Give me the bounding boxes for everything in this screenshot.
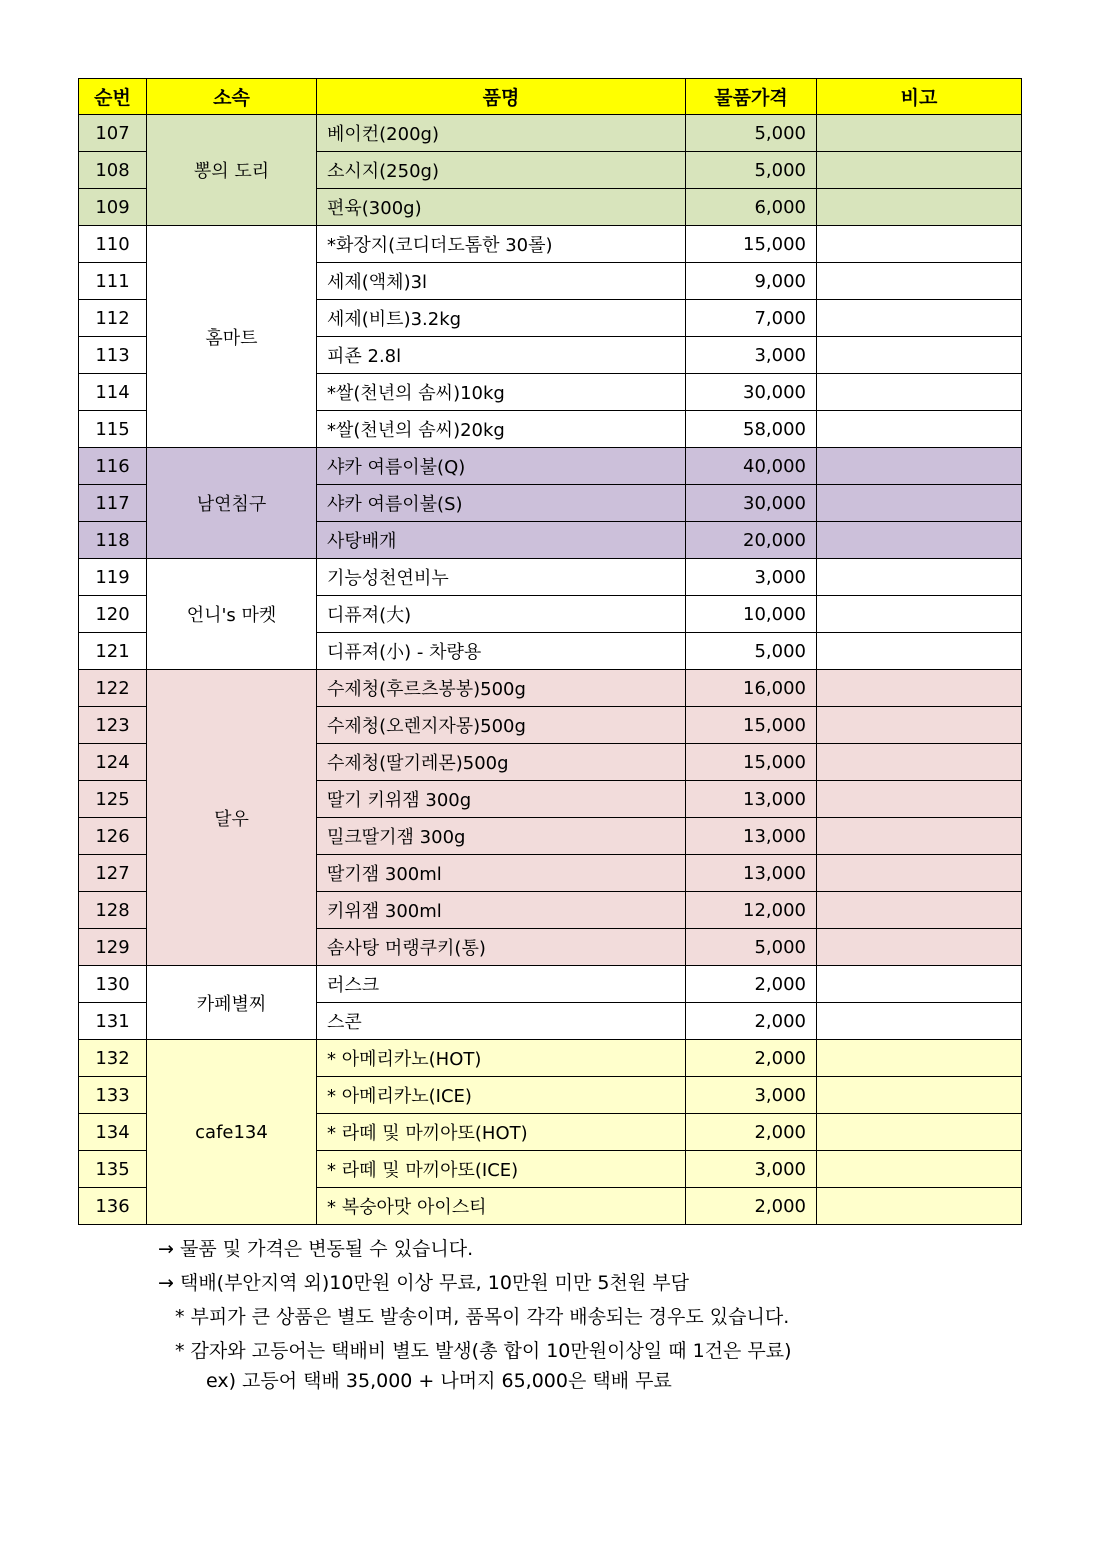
item-price: 5,000: [686, 633, 817, 670]
item-price: 13,000: [686, 781, 817, 818]
item-price: 2,000: [686, 1040, 817, 1077]
row-number: 131: [79, 1003, 147, 1040]
price-table: [78, 78, 1022, 1225]
row-number: 111: [79, 263, 147, 300]
item-remark: [817, 633, 1022, 670]
item-price: 15,000: [686, 226, 817, 263]
item-price: 13,000: [686, 855, 817, 892]
item-remark: [817, 781, 1022, 818]
row-number: 129: [79, 929, 147, 966]
item-remark: [817, 707, 1022, 744]
item-price: 30,000: [686, 374, 817, 411]
item-remark: [817, 1077, 1022, 1114]
item-name: 피죤 2.8l: [317, 337, 686, 374]
item-remark: [817, 1188, 1022, 1225]
item-name: *쌀(천년의 솜씨)20kg: [317, 411, 686, 448]
item-price: 5,000: [686, 152, 817, 189]
item-name: 키위잼 300ml: [317, 892, 686, 929]
row-number: 118: [79, 522, 147, 559]
item-name: 소시지(250g): [317, 152, 686, 189]
item-name: 러스크: [317, 966, 686, 1003]
header-row: [79, 79, 1022, 115]
item-name: 솜사탕 머랭쿠키(통): [317, 929, 686, 966]
row-number: 117: [79, 485, 147, 522]
item-price: 3,000: [686, 337, 817, 374]
table-row: [79, 448, 1022, 485]
item-name: * 아메리카노(HOT): [317, 1040, 686, 1077]
vendor-name: 달우: [147, 670, 317, 966]
table-row: [79, 115, 1022, 152]
item-name: 베이컨(200g): [317, 115, 686, 152]
item-name: 스콘: [317, 1003, 686, 1040]
item-remark: [817, 374, 1022, 411]
item-name: *화장지(코디더도톰한 30롤): [317, 226, 686, 263]
header-name: 품명: [317, 79, 686, 115]
row-number: 134: [79, 1114, 147, 1151]
item-remark: [817, 448, 1022, 485]
item-price: 13,000: [686, 818, 817, 855]
item-price: 5,000: [686, 115, 817, 152]
table-row: [79, 226, 1022, 263]
item-price: 2,000: [686, 1188, 817, 1225]
item-remark: [817, 522, 1022, 559]
row-number: 126: [79, 818, 147, 855]
item-remark: [817, 596, 1022, 633]
item-name: * 라떼 및 마끼아또(HOT): [317, 1114, 686, 1151]
item-name: 디퓨져(大): [317, 596, 686, 633]
row-number: 132: [79, 1040, 147, 1077]
item-remark: [817, 263, 1022, 300]
item-price: 6,000: [686, 189, 817, 226]
row-number: 121: [79, 633, 147, 670]
row-number: 109: [79, 189, 147, 226]
item-remark: [817, 670, 1022, 707]
item-remark: [817, 1114, 1022, 1151]
row-number: 130: [79, 966, 147, 1003]
item-remark: [817, 1151, 1022, 1188]
header-group: 소속: [147, 79, 317, 115]
row-number: 122: [79, 670, 147, 707]
item-remark: [817, 818, 1022, 855]
item-price: 20,000: [686, 522, 817, 559]
header-remark: 비고: [817, 79, 1022, 115]
item-remark: [817, 855, 1022, 892]
header-no: 순번: [79, 79, 147, 115]
row-number: 128: [79, 892, 147, 929]
item-price: 58,000: [686, 411, 817, 448]
item-name: 딸기잼 300ml: [317, 855, 686, 892]
item-name: 디퓨져(小) - 차량용: [317, 633, 686, 670]
item-price: 3,000: [686, 1151, 817, 1188]
row-number: 136: [79, 1188, 147, 1225]
item-remark: [817, 1040, 1022, 1077]
note-price-change: → 물품 및 가격은 변동될 수 있습니다.: [158, 1238, 474, 1260]
vendor-name: 언니's 마켓: [147, 559, 317, 670]
item-name: 기능성천연비누: [317, 559, 686, 596]
item-name: 밀크딸기잼 300g: [317, 818, 686, 855]
item-name: 샤카 여름이불(S): [317, 485, 686, 522]
item-remark: [817, 929, 1022, 966]
table-row: [79, 1040, 1022, 1077]
row-number: 133: [79, 1077, 147, 1114]
item-price: 15,000: [686, 744, 817, 781]
row-number: 124: [79, 744, 147, 781]
vendor-name: cafe134: [147, 1040, 317, 1225]
item-name: 수제청(후르츠봉봉)500g: [317, 670, 686, 707]
table-body: [79, 115, 1022, 1225]
row-number: 119: [79, 559, 147, 596]
item-name: 편육(300g): [317, 189, 686, 226]
row-number: 113: [79, 337, 147, 374]
item-remark: [817, 189, 1022, 226]
item-remark: [817, 966, 1022, 1003]
row-number: 120: [79, 596, 147, 633]
row-number: 116: [79, 448, 147, 485]
row-number: 107: [79, 115, 147, 152]
vendor-name: 카페별찌: [147, 966, 317, 1040]
item-price: 2,000: [686, 1114, 817, 1151]
item-price: 30,000: [686, 485, 817, 522]
item-name: 사탕배개: [317, 522, 686, 559]
item-remark: [817, 744, 1022, 781]
note-bulky-items: * 부피가 큰 상품은 별도 발송이며, 품목이 각각 배송되는 경우도 있습니다.: [175, 1306, 790, 1328]
vendor-name: 남연침구: [147, 448, 317, 559]
note-delivery-fee: → 택배(부안지역 외)10만원 이상 무료, 10만원 미만 5천원 부담: [158, 1272, 689, 1294]
item-name: 세제(비트)3.2kg: [317, 300, 686, 337]
item-remark: [817, 115, 1022, 152]
header-price: 물품가격: [686, 79, 817, 115]
item-price: 2,000: [686, 966, 817, 1003]
vendor-name: 홈마트: [147, 226, 317, 448]
item-price: 3,000: [686, 559, 817, 596]
note-potato-mackerel: * 감자와 고등어는 택배비 별도 발생(총 합이 10만원이상일 때 1건은 무료): [175, 1340, 792, 1362]
item-price: 15,000: [686, 707, 817, 744]
item-price: 12,000: [686, 892, 817, 929]
vendor-name: 뽕의 도리: [147, 115, 317, 226]
row-number: 110: [79, 226, 147, 263]
item-name: 세제(액체)3l: [317, 263, 686, 300]
row-number: 123: [79, 707, 147, 744]
note-example: ex) 고등어 택배 35,000 + 나머지 65,000은 택배 무료: [206, 1370, 672, 1392]
table-row: [79, 559, 1022, 596]
row-number: 114: [79, 374, 147, 411]
table-row: [79, 670, 1022, 707]
item-price: 16,000: [686, 670, 817, 707]
item-price: 40,000: [686, 448, 817, 485]
item-remark: [817, 559, 1022, 596]
item-price: 9,000: [686, 263, 817, 300]
item-price: 10,000: [686, 596, 817, 633]
item-name: 수제청(딸기레몬)500g: [317, 744, 686, 781]
row-number: 135: [79, 1151, 147, 1188]
item-remark: [817, 152, 1022, 189]
item-price: 7,000: [686, 300, 817, 337]
item-remark: [817, 226, 1022, 263]
table-row: [79, 966, 1022, 1003]
row-number: 125: [79, 781, 147, 818]
item-price: 5,000: [686, 929, 817, 966]
item-remark: [817, 337, 1022, 374]
row-number: 112: [79, 300, 147, 337]
item-remark: [817, 411, 1022, 448]
item-price: 2,000: [686, 1003, 817, 1040]
item-name: * 아메리카노(ICE): [317, 1077, 686, 1114]
item-name: *쌀(천년의 솜씨)10kg: [317, 374, 686, 411]
item-name: 딸기 키위잼 300g: [317, 781, 686, 818]
item-name: 샤카 여름이불(Q): [317, 448, 686, 485]
item-remark: [817, 300, 1022, 337]
row-number: 115: [79, 411, 147, 448]
row-number: 108: [79, 152, 147, 189]
item-remark: [817, 485, 1022, 522]
row-number: 127: [79, 855, 147, 892]
item-remark: [817, 1003, 1022, 1040]
item-remark: [817, 892, 1022, 929]
item-price: 3,000: [686, 1077, 817, 1114]
item-name: * 복숭아맛 아이스티: [317, 1188, 686, 1225]
item-name: * 라떼 및 마끼아또(ICE): [317, 1151, 686, 1188]
item-name: 수제청(오렌지자몽)500g: [317, 707, 686, 744]
